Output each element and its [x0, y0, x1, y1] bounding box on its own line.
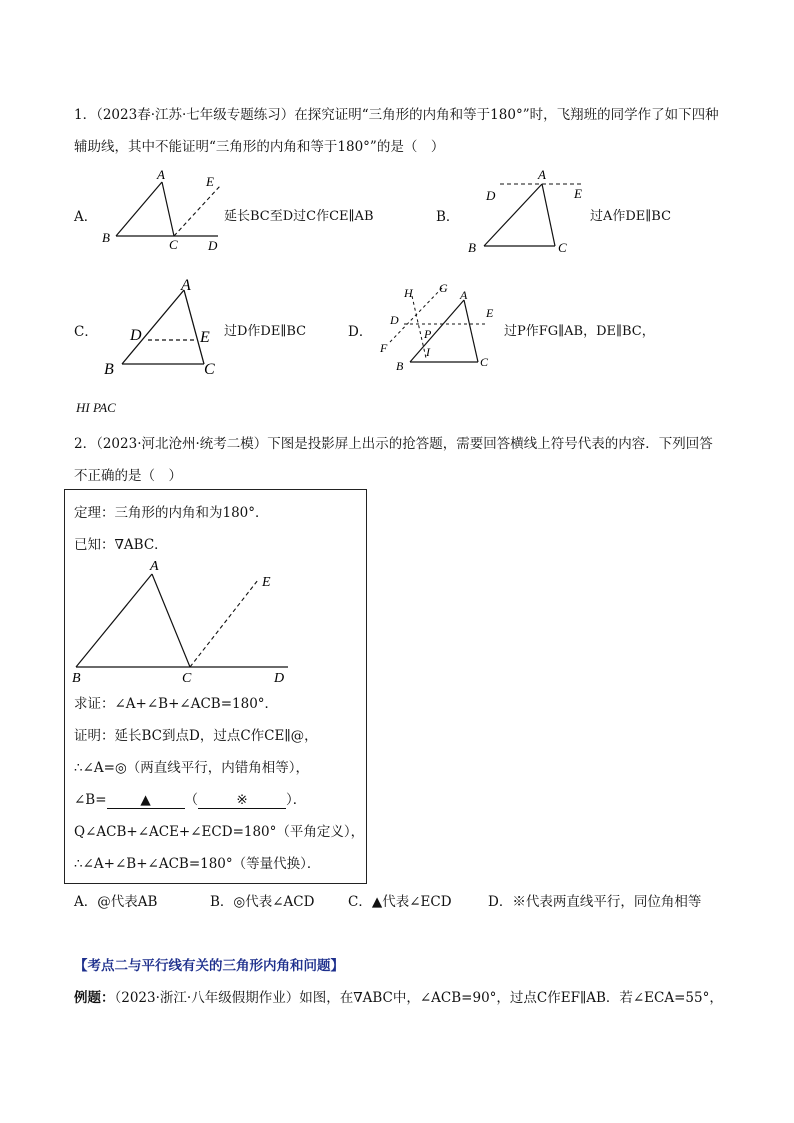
fig-a-label-B: B — [102, 230, 110, 245]
fig-b-label-E: E — [574, 186, 582, 201]
fig-c-label-B: B — [104, 361, 114, 378]
q2-proof3-paren-open: （ — [184, 792, 199, 808]
q2-prove: 求证：∠A+∠B+∠ACB=180°． — [74, 696, 279, 712]
q2-fig-label-D: D — [274, 671, 285, 686]
q1-option-a-figure — [96, 168, 228, 254]
fig-d-label-D: D — [390, 313, 399, 327]
q2-choice-c[interactable]: C．▲代表∠ECD — [348, 894, 452, 910]
q2-fig-label-A: A — [150, 559, 159, 574]
q2-triangle-figure — [68, 556, 294, 686]
fig-b-label-A: A — [538, 167, 546, 182]
q2-choice-a[interactable]: A．@代表AB — [74, 894, 158, 910]
fig-b-label-D: D — [486, 188, 496, 203]
fig-d-label-I: I — [426, 345, 430, 359]
fig-d-label-G: G — [439, 281, 448, 295]
fig-b-label-C: C — [558, 240, 567, 255]
q1-option-d-figure — [376, 280, 504, 372]
q2-proof-line2: ∴∠A=◎（两直线平行，内错角相等）， — [74, 760, 309, 776]
q1-option-b-letter[interactable]: B． — [436, 209, 460, 225]
q2-fig-label-C: C — [182, 671, 192, 686]
q2-blank-reference: ※ — [198, 792, 286, 809]
q1-option-c-desc: 过D作DE∥BC — [224, 324, 307, 339]
fig-d-label-A: A — [460, 288, 468, 302]
q1-line2: 辅助线，其中不能证明“三角形的内角和等于180°”的是（ ） — [74, 139, 445, 155]
q2-proof-line4: Q∠ACB+∠ACE+∠ECD=180°（平角定义）， — [74, 824, 365, 840]
q2-proof3-prefix: ∠B= — [74, 792, 107, 808]
fig-d-label-C: C — [480, 355, 489, 369]
q2-proof3-suffix: ）． — [286, 792, 307, 808]
q1-option-b-figure — [462, 164, 588, 258]
example-text: （2023·浙江·八年级假期作业）如图，在∇ABC中，∠ACB=90°，过点C作EF∥AB．若∠ECA=55°， — [114, 990, 723, 1006]
fig-c-label-C: C — [204, 361, 215, 378]
q1-line1: 1．（2023春·江苏·七年级专题练习）在探究证明“三角形的内角和等于180°”时，飞翔班的同学作了如下四种 — [74, 107, 719, 123]
fig-d-label-H: H — [404, 286, 413, 300]
q2-line2: 不正确的是（ ） — [74, 468, 182, 484]
fig-d-label-P: P — [424, 327, 432, 341]
example-label: 例题： — [74, 990, 115, 1006]
fig-b-label-B: B — [468, 240, 476, 255]
q1-option-d-letter[interactable]: D． — [348, 324, 373, 340]
q2-line1: 2．（2023·河北沧州·统考二模）下图是投影屏上出示的抢答题，需要回答横线上符号代表的内容．下列回答 — [74, 436, 713, 452]
q1-option-d-desc: 过P作FG∥AB，DE∥BC， — [504, 324, 655, 339]
q1-option-c-letter[interactable]: C． — [74, 324, 98, 340]
q2-known: 已知：∇ABC． — [74, 537, 168, 553]
fig-a-label-A: A — [157, 168, 165, 182]
fig-c-label-D: D — [130, 327, 142, 344]
q2-fig-label-B: B — [72, 671, 81, 686]
q1-option-c-figure — [100, 276, 222, 380]
section-heading: 【考点二与平行线有关的三角形内角和问题】 — [74, 958, 344, 974]
fig-d-label-E: E — [486, 306, 494, 320]
fig-d-label-F: F — [380, 341, 388, 355]
q1-option-b-desc: 过A作DE∥BC — [590, 209, 672, 224]
q2-proof-line3 — [74, 788, 306, 809]
fig-a-label-D: D — [208, 238, 218, 253]
q2-proof-line1: 证明：延长BC到点D，过点C作CE∥@， — [74, 728, 318, 744]
fig-d-label-B: B — [396, 359, 404, 372]
q2-theorem: 定理：三角形的内角和为180°． — [74, 505, 269, 521]
q2-proof-line5: ∴∠A+∠B+∠ACB=180°（等量代换）． — [74, 856, 321, 872]
example-line — [74, 986, 723, 1006]
q2-blank-triangle: ▲ — [107, 792, 185, 809]
fig-c-label-A: A — [181, 277, 191, 294]
fig-a-label-E: E — [206, 174, 214, 189]
q2-fig-label-E: E — [262, 575, 271, 590]
fig-c-label-E: E — [200, 329, 210, 346]
q2-choice-d[interactable]: D．※代表两直线平行，同位角相等 — [488, 894, 702, 910]
q1-option-a-desc: 延长BC至D过C作CE∥AB — [224, 209, 374, 224]
q1-extra-text: HI PAC — [76, 400, 116, 415]
q2-choice-b[interactable]: B．◎代表∠ACD — [210, 894, 315, 910]
q1-option-a-letter[interactable]: A． — [74, 209, 98, 225]
fig-a-label-C: C — [169, 237, 178, 252]
